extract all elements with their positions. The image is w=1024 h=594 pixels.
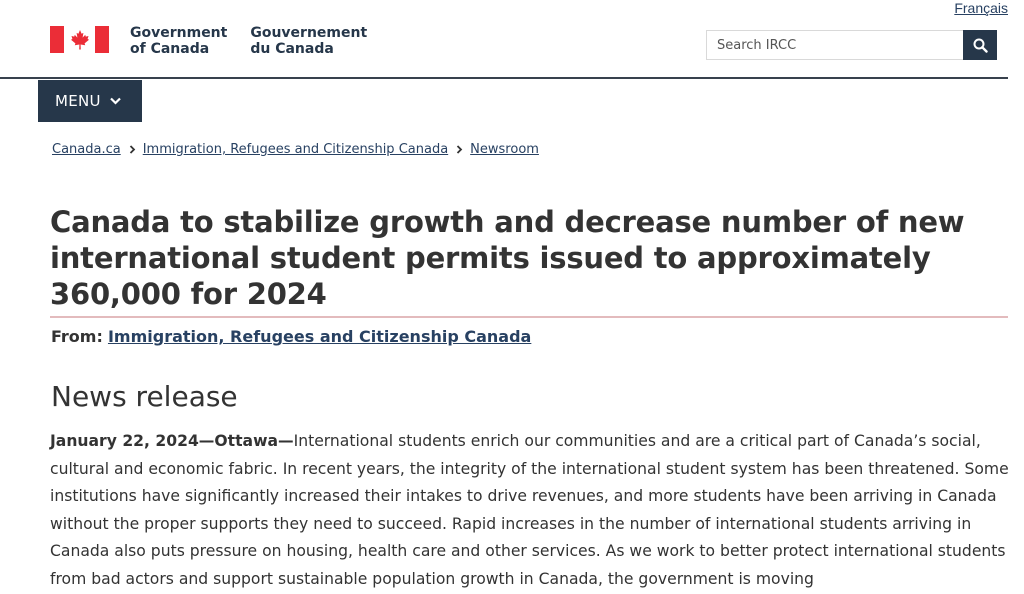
chevron-down-icon [110,97,121,105]
government-signature[interactable] [50,25,367,57]
canada-flag-icon [50,26,109,53]
title-underline [50,316,1008,318]
search-input[interactable] [706,30,963,60]
language-toggle-link[interactable]: Français [954,0,1008,16]
article-body [50,428,1010,594]
from-department-link[interactable]: Immigration, Refugees and Citizenship Canada [107,327,532,346]
chevron-right-icon [456,145,463,154]
search-bar [706,30,997,60]
from-line [51,327,531,346]
breadcrumb-newsroom[interactable]: Newsroom [470,142,539,157]
breadcrumb-canada-ca[interactable]: Canada.ca [52,142,121,157]
breadcrumb-ircc[interactable]: Immigration, Refugees and Citizenship Canada [142,142,449,157]
menu-button[interactable] [38,80,142,122]
body-text: International students enrich our communities and are a critical part of Canada’s social, cultural and economic fabric. In recent years, the integrity of the international student system has been threatened. Some institutions have significantly increased their intakes to drive revenues, and more students have been arriving in Canada without the proper supports they need to succeed. Rapid increases in the number of international students arriving in Canada also puts pressure on housing, health care and other services. As we work to better protect international students from bad actors and support sustainable population growth in Canada, the government is moving [50,432,1009,588]
section-heading: News release [51,380,238,413]
signature-french: Gouvernement du Canada [250,25,368,57]
search-button[interactable] [963,30,997,60]
breadcrumb [52,142,539,157]
dateline: January 22, 2024—Ottawa— [50,432,294,450]
page-title: Canada to stabilize growth and decrease number of new international student permits issued to approximately 360,000 for 2024 [50,205,965,311]
header-divider [0,77,1008,79]
menu-label: MENU [55,92,101,110]
chevron-right-icon [129,145,136,154]
from-label: From: [51,327,103,346]
search-icon [973,38,988,53]
signature-english: Government of Canada [130,25,228,57]
